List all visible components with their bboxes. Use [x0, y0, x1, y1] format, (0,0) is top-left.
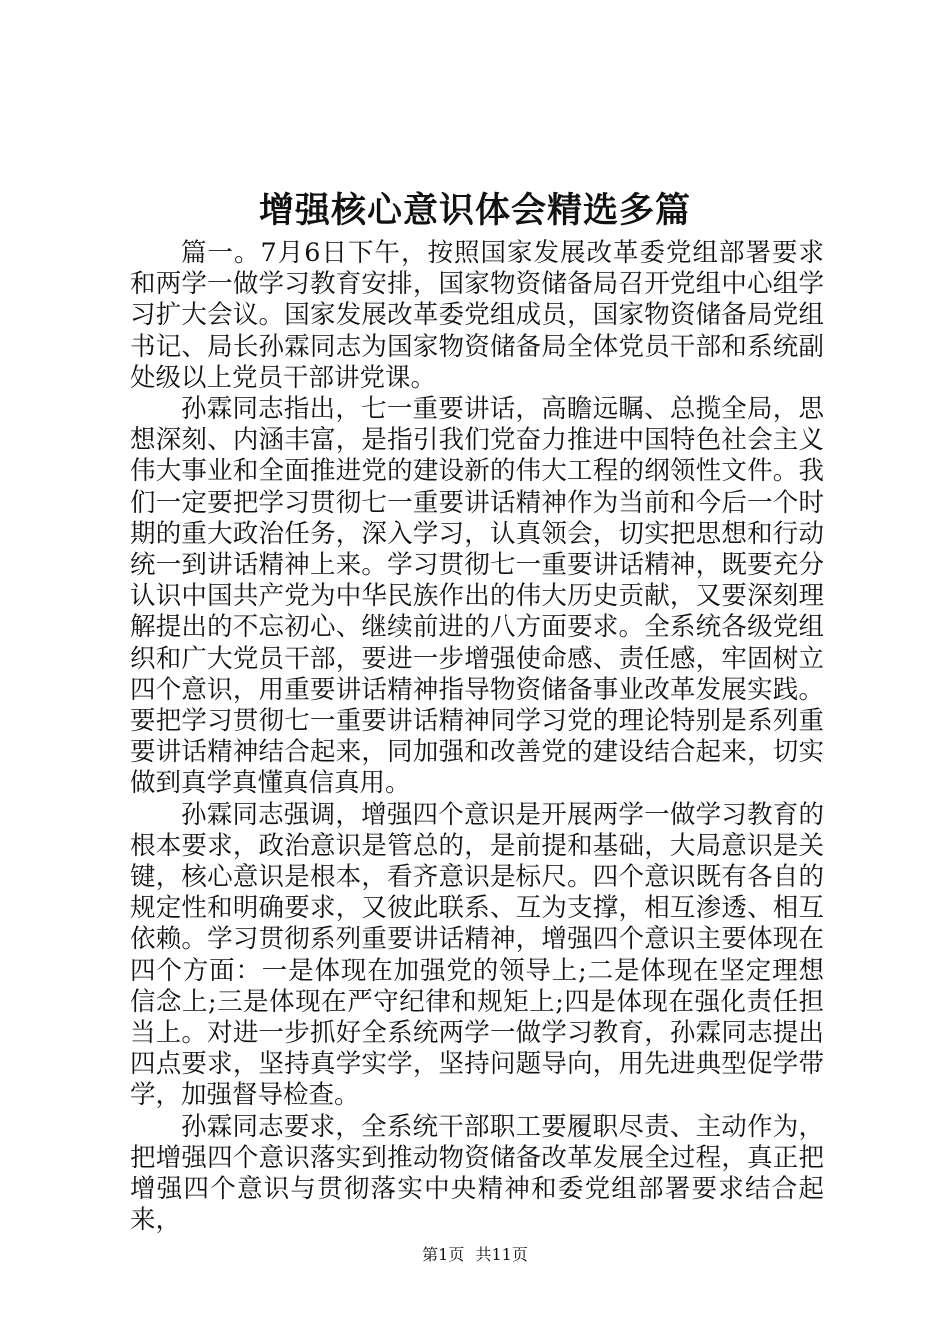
- document-title: 增强核心意识体会精选多篇: [258, 190, 691, 231]
- paragraph-1: 篇一。7月6日下午，按照国家发展改革委党组部署要求和两学一做学习教育安排，国家物资储备局召开党组中心组学习扩大会议。国家发展改革委党组成员，国家物资储备局党组书记、局长孙霖同志为国家物资储备局全体党员干部和系统副处级以上党员干部讲党课。: [130, 238, 824, 393]
- paragraph-4: 孙霖同志要求，全系统干部职工要履职尽责、主动作为，把增强四个意识落实到推动物资储备改革发展全过程，真正把增强四个意识与贯彻落实中央精神和委党组部署要求结合起来，: [130, 1111, 824, 1236]
- page-footer: [0, 1245, 950, 1265]
- paragraph-3: 孙霖同志强调，增强四个意识是开展两学一做学习教育的根本要求，政治意识是管总的，是前提和基础，大局意识是关键，核心意识是根本，看齐意识是标尺。四个意识既有各自的规定性和明确要求，又彼此联系、互为支撑，相互渗透、相互依赖。学习贯彻系列重要讲话精神，增强四个意识主要体现在四个方面：一是体现在加强党的领导上;二是体现在坚定理想信念上;三是体现在严守纪律和规矩上;四是体现在强化责任担当上。对进一步抓好全系统两学一做学习教育，孙霖同志提出四点要求，坚持真学实学，坚持问题导向，用先进典型促学带学，加强督导检查。: [130, 799, 824, 1111]
- paragraph-2: 孙霖同志指出，七一重要讲话，高瞻远瞩、总揽全局，思想深刻、内涵丰富，是指引我们党奋力推进中国特色社会主义伟大事业和全面推进党的建设新的伟大工程的纲领性文件。我们一定要把学习贯彻七一重要讲话精神作为当前和今后一个时期的重大政治任务，深入学习，认真领会，切实把思想和行动统一到讲话精神上来。学习贯彻七一重要讲话精神，既要充分认识中国共产党为中华民族作出的伟大历史贡献，又要深刻理解提出的不忘初心、继续前进的八方面要求。全系统各级党组织和广大党员干部，要进一步增强使命感、责任感，牢固树立四个意识，用重要讲话精神指导物资储备事业改革发展实践。要把学习贯彻七一重要讲话精神同学习党的理论特别是系列重要讲话精神结合起来，同加强和改善党的建设结合起来，切实做到真学真懂真信真用。: [130, 394, 824, 799]
- document-body: [130, 238, 824, 1237]
- page-total: 共11页: [475, 1245, 528, 1264]
- page-number: 第1页: [422, 1245, 465, 1264]
